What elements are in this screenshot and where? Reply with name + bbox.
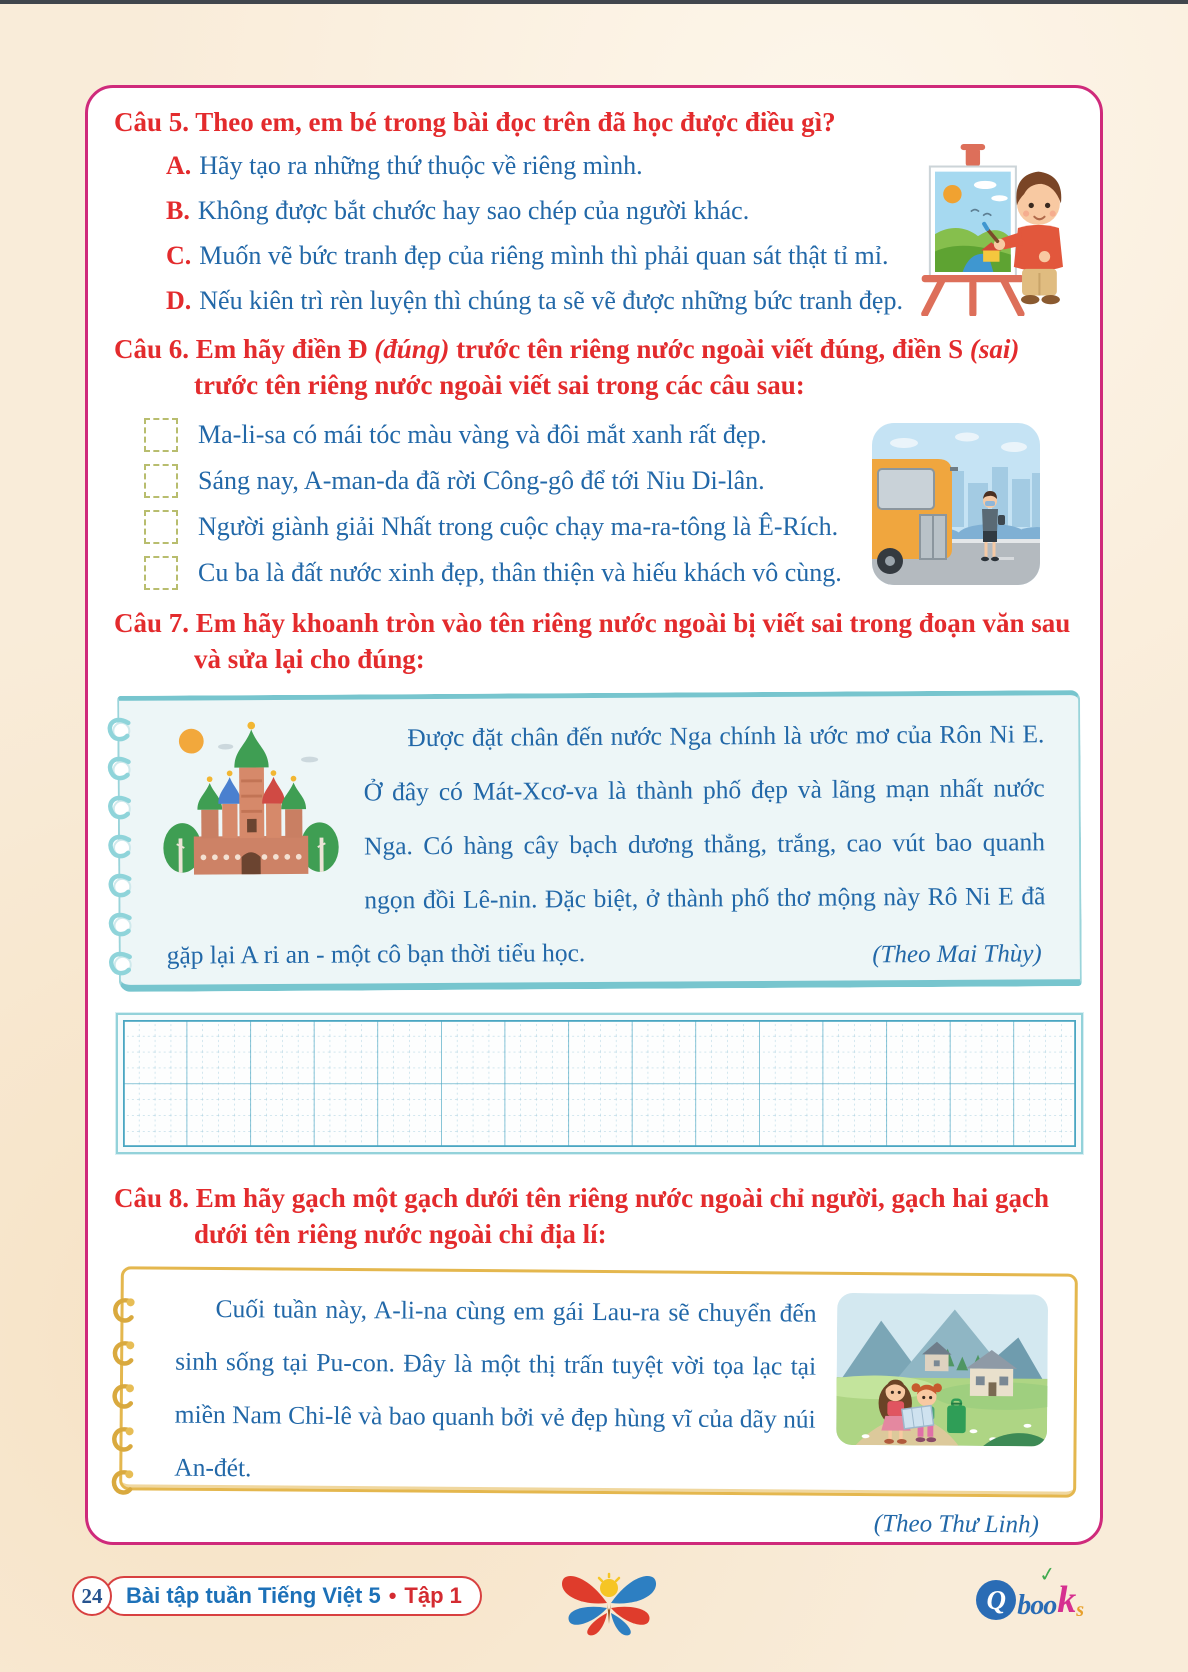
q6-heading-part2: trước tên riêng nước ngoài viết đúng, điền S xyxy=(449,334,970,364)
question-7-attribution: (Theo Mai Thùy) xyxy=(872,940,1042,969)
spiral-ring-icon xyxy=(110,1381,136,1411)
question-8-passage-box xyxy=(119,1266,1078,1539)
question-5-options xyxy=(166,148,1076,319)
spiral-ring-icon xyxy=(105,793,135,823)
check-icon: ✓ xyxy=(1037,1562,1058,1588)
question-8-passage: Cuối tuần này, A-li-na cùng em gái Lau-ra sẽ chuyển đến sinh sống tại Pu-con. Đây là một thị trấn tuyệt vời tọa lạc tại miền Nam Chi-lê và bao quanh bởi vẻ đẹp hùng vĩ của dãy núi An-đét. xyxy=(174,1293,817,1483)
qbooks-letters-boo: boo xyxy=(1017,1590,1057,1621)
answer-checkbox-4[interactable] xyxy=(144,556,178,590)
butterfly-logo-icon xyxy=(557,1566,661,1640)
option-a-letter: A. xyxy=(166,151,192,180)
q6-heading-part1: Câu 6. Em hãy điền Đ xyxy=(114,334,375,364)
option-d-letter: D. xyxy=(166,286,192,315)
question-7 xyxy=(114,605,1076,989)
true-false-item-4 xyxy=(144,555,1076,591)
spiral-ring-icon xyxy=(104,754,134,784)
spiral-ring-icon xyxy=(105,871,135,901)
option-c xyxy=(166,238,1076,274)
question-8-attribution: (Theo Thư Linh) xyxy=(873,1510,1039,1539)
question-6-heading xyxy=(114,331,1076,367)
book-title: Bài tập tuần Tiếng Việt 5 xyxy=(126,1583,381,1608)
question-6-heading-line2: trước tên riêng nước ngoài viết sai trong các câu sau: xyxy=(194,370,805,400)
content-panel xyxy=(85,85,1103,1545)
spiral-ring-icon xyxy=(106,949,136,979)
true-false-list xyxy=(144,417,1076,591)
q6-heading-sai: (sai) xyxy=(969,334,1020,364)
qbooks-letter-s: s xyxy=(1076,1599,1084,1621)
true-false-item-3 xyxy=(144,509,1076,545)
answer-checkbox-1[interactable] xyxy=(144,418,178,452)
question-8-heading-line2: dưới tên riêng nước ngoài chỉ địa lí: xyxy=(194,1219,607,1249)
item-1-text: Ma-li-sa có mái tóc màu vàng và đôi mắt xanh rất đẹp. xyxy=(198,420,767,449)
qbooks-logo xyxy=(976,1562,1084,1622)
option-b xyxy=(166,193,1076,229)
true-false-item-2 xyxy=(144,463,1076,499)
item-4-text: Cu ba là đất nước xinh đẹp, thân thiện và hiếu khách vô cùng. xyxy=(198,558,842,587)
q6-heading-dung: (đúng) xyxy=(374,334,450,364)
option-c-letter: C. xyxy=(166,241,192,270)
question-7-heading: Câu 7. Em hãy khoanh tròn vào tên riêng nước ngoài bị viết sai trong đoạn văn sau xyxy=(114,608,1071,638)
option-a-text: Hãy tạo ra những thứ thuộc về riêng mình. xyxy=(199,151,643,180)
question-8-heading: Câu 8. Em hãy gạch một gạch dưới tên riêng nước ngoài chỉ người, gạch hai gạch xyxy=(114,1183,1050,1213)
question-7-passage: Được đặt chân đến nước Nga chính là ước mơ của Rôn Ni E. Ở đây có Mát-Xcơ-va là thành phố đẹp và lãng mạn nhất nước Nga. Có hàng cây bạch dương thẳng, trắng, cao vút bao quanh ngọn đồi Lê-nin. Đặc biệt, ở thành phố thơ mộng này Rô Ni E đã gặp lại A ri an - một cô bạn thời tiểu học. xyxy=(166,719,1046,970)
question-7-heading-line2: và sửa lại cho đúng: xyxy=(194,644,425,674)
spiral-binding-teal xyxy=(104,715,136,979)
page-number: 24 xyxy=(72,1576,112,1616)
separator-dot: • xyxy=(388,1583,397,1608)
question-5-heading: Câu 5. Theo em, em bé trong bài đọc trên đã học được điều gì? xyxy=(114,107,836,137)
spiral-ring-icon xyxy=(105,910,135,940)
spiral-ring-icon xyxy=(109,1467,135,1497)
volume-label: Tập 1 xyxy=(404,1583,462,1608)
answer-checkbox-3[interactable] xyxy=(144,510,178,544)
option-a xyxy=(166,148,1076,184)
qbooks-letter-q: Q xyxy=(986,1584,1006,1615)
spiral-ring-icon xyxy=(109,1424,135,1454)
spiral-ring-icon xyxy=(105,832,135,862)
question-7-passage-box xyxy=(117,690,1082,992)
spiral-ring-icon xyxy=(110,1338,136,1368)
option-d xyxy=(166,283,1076,319)
true-false-item-1 xyxy=(144,417,1076,453)
page-top-edge xyxy=(0,0,1188,4)
option-c-text: Muốn vẽ bức tranh đẹp của riêng mình thì phải quan sát thật tỉ mỉ. xyxy=(199,241,889,270)
item-2-text: Sáng nay, A-man-da đã rời Công-gô để tới Niu Di-lân. xyxy=(198,466,765,495)
spiral-binding-gold xyxy=(109,1295,137,1497)
handwriting-grid[interactable] xyxy=(116,1013,1083,1154)
answer-checkbox-2[interactable] xyxy=(144,464,178,498)
book-title-pill xyxy=(104,1576,482,1616)
spiral-ring-icon xyxy=(104,715,134,745)
question-6 xyxy=(114,331,1076,591)
qbooks-letter-k: k xyxy=(1057,1579,1077,1621)
question-8 xyxy=(114,1180,1076,1539)
spiral-ring-icon xyxy=(110,1295,136,1325)
page-footer xyxy=(0,1558,1188,1648)
option-d-text: Nếu kiên trì rèn luyện thì chúng ta sẽ vẽ được những bức tranh đẹp. xyxy=(199,286,903,315)
option-b-letter: B. xyxy=(166,196,190,225)
qbooks-q-circle xyxy=(976,1580,1016,1620)
page-badge xyxy=(72,1576,482,1616)
option-b-text: Không được bắt chước hay sao chép của người khác. xyxy=(197,196,750,225)
item-3-text: Người giành giải Nhất trong cuộc chạy ma-ra-tông là Ê-Rích. xyxy=(198,512,839,541)
question-5 xyxy=(114,104,1076,319)
